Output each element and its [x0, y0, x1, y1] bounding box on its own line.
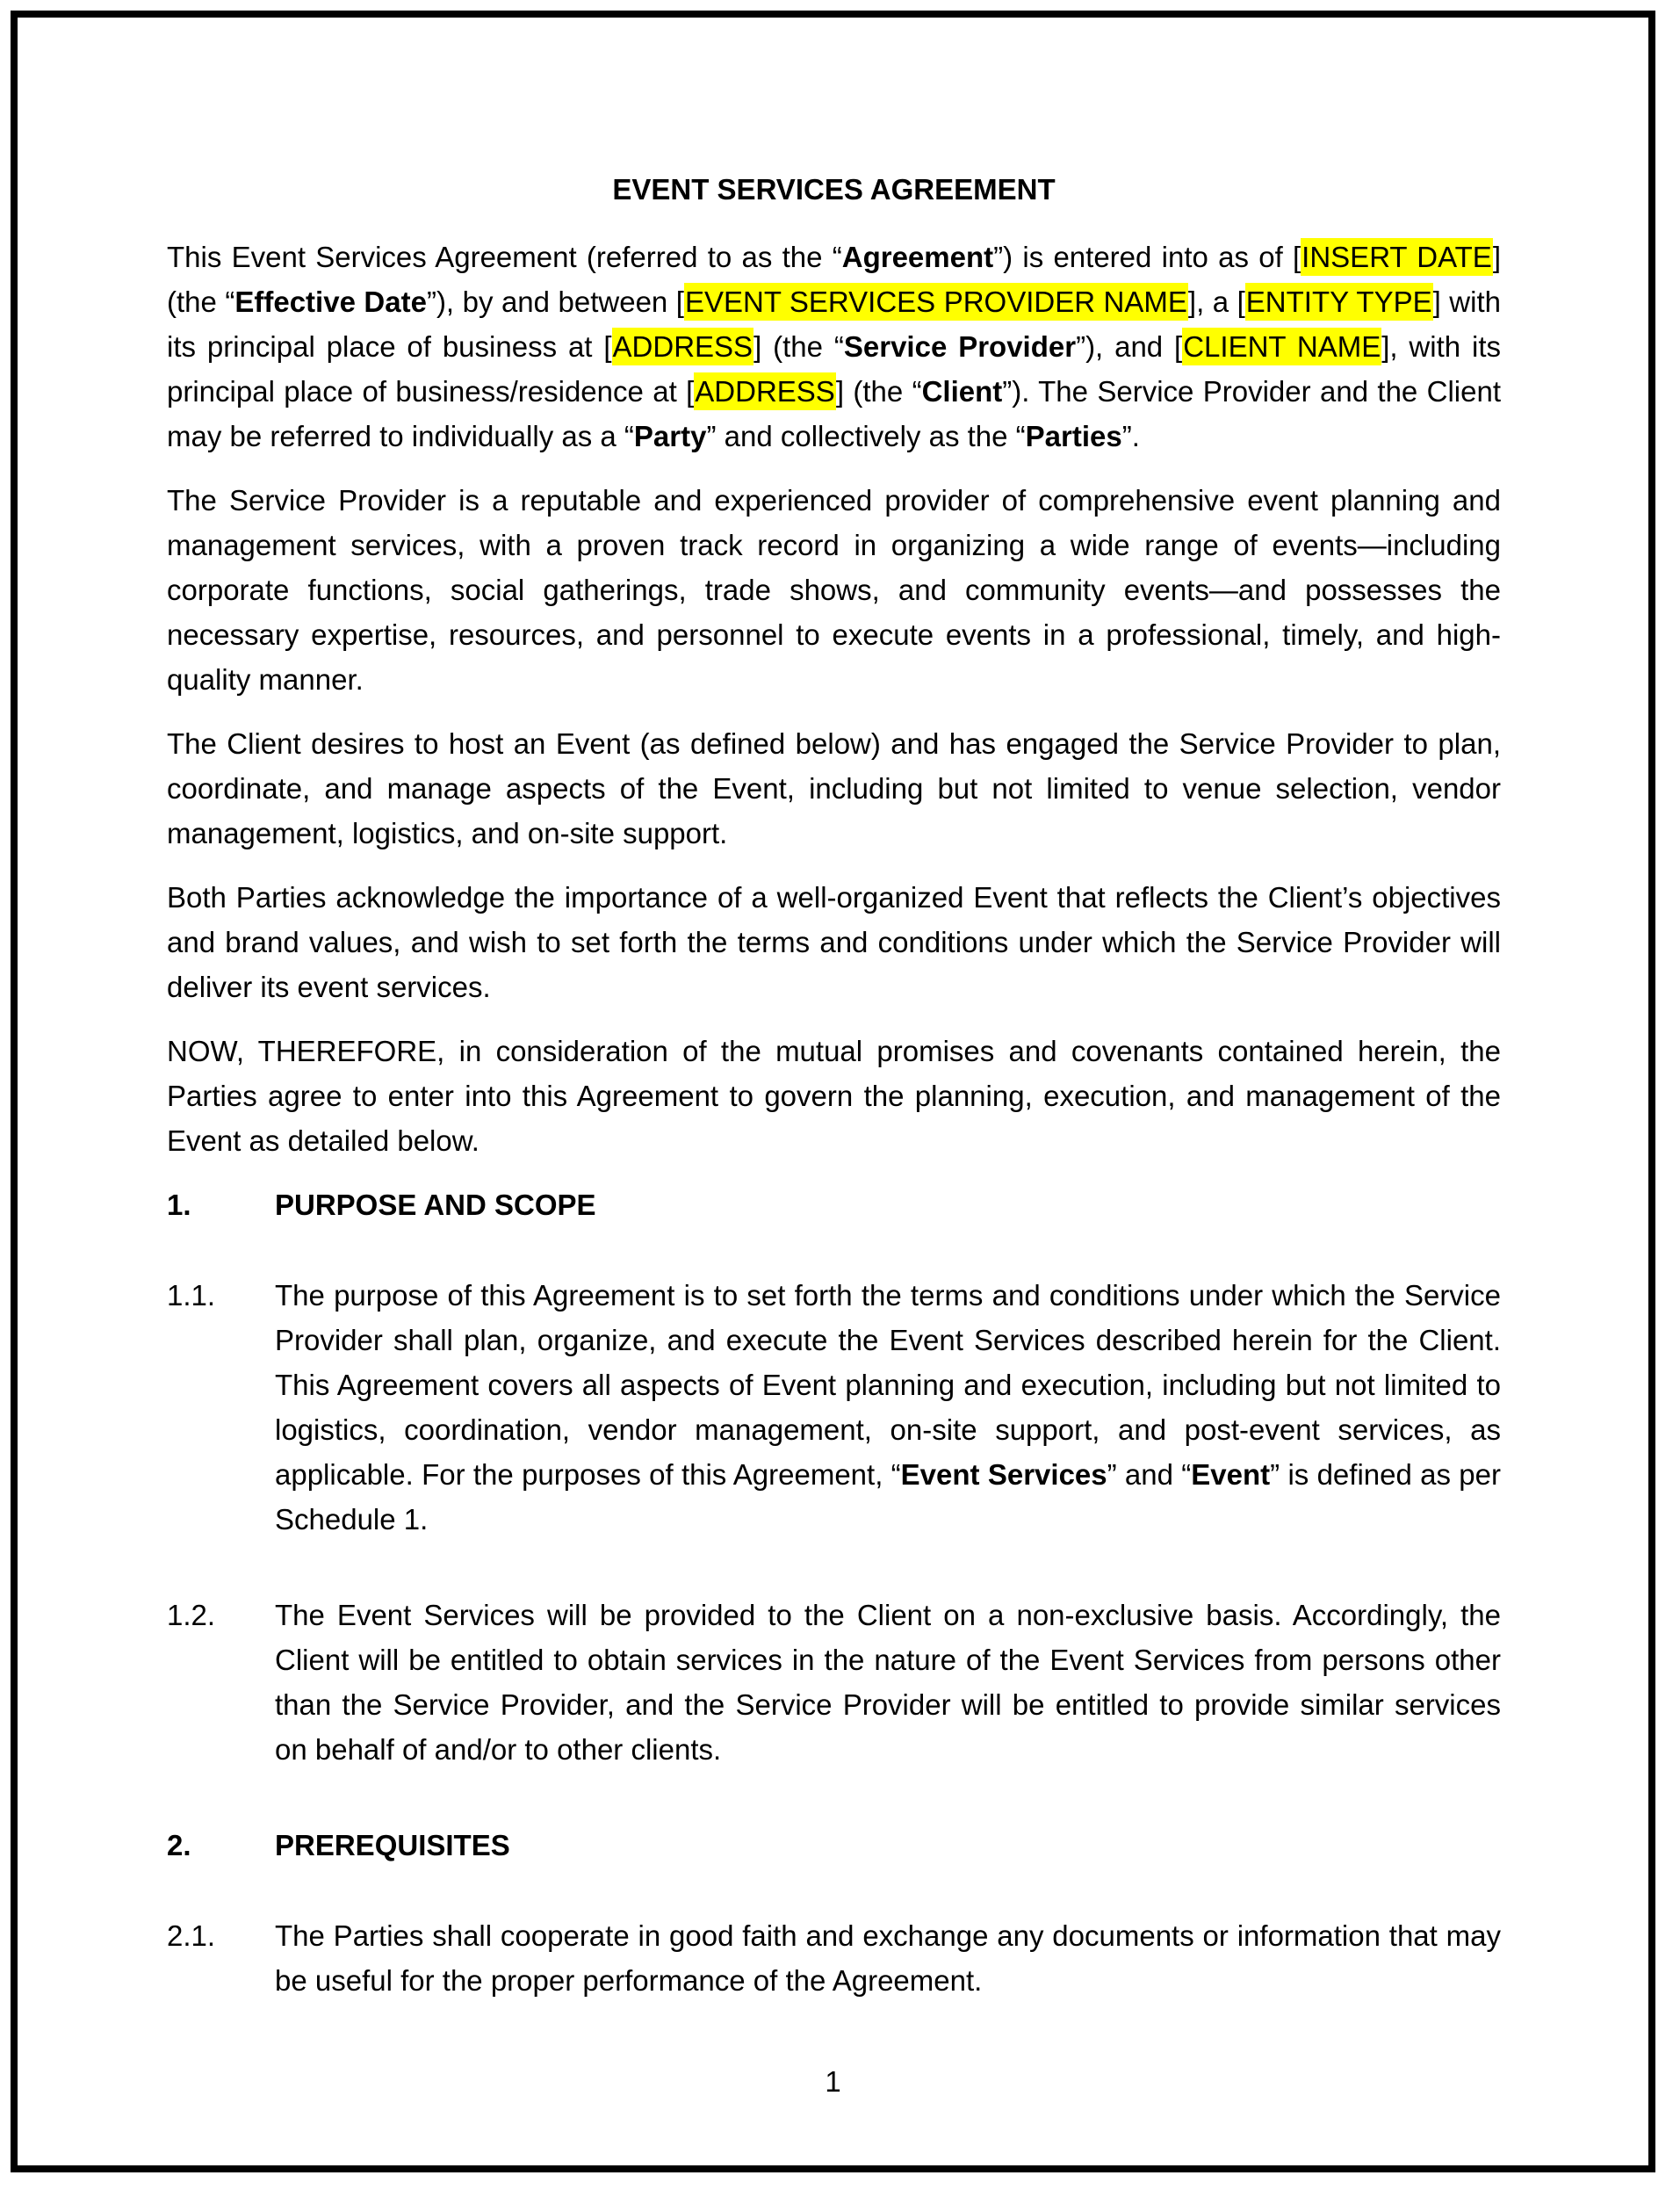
bold-text-run: Effective Date	[234, 285, 427, 318]
placeholder-highlight: ADDRESS	[612, 328, 754, 365]
text-run: ], a [	[1187, 285, 1245, 318]
text-run: ”), and [	[1076, 330, 1183, 363]
numbered-clause	[167, 1273, 1501, 1542]
clause-number: 1.1.	[167, 1279, 216, 1312]
text-run: The Service Provider is a reputable and experienced provider of comprehensive event planning and management services, with a proven track record in organizing a wide range of events—including corporate functions, social gatherings, trade shows, and community events—and possesses the necessary expertise, resources, and personnel to execute events in a professional, timely, and high-quality manner.	[167, 484, 1501, 696]
text-run: ” is defined as per Schedule 1.	[275, 1458, 1502, 1536]
bold-text-run: Client	[921, 375, 1003, 408]
text-run: The purpose of this Agreement is to set forth the terms and conditions under which the Service Provider shall plan, organize, and execute the Event Services described herein for the Client. This Agreement covers all aspects of Event planning and execution, including but not limited to logistics, coordination, vendor management, on-site support, and post-event services, as applicable. For the purposes of this Agreement, “	[275, 1279, 1501, 1491]
placeholder-highlight: EVENT SERVICES PROVIDER NAME	[684, 283, 1188, 321]
bold-text-run: Party	[633, 420, 707, 452]
bold-text-run: Agreement	[841, 241, 994, 273]
paragraph	[167, 235, 1501, 459]
paragraph	[167, 875, 1501, 1009]
paragraph	[167, 478, 1501, 702]
clause-text	[275, 1593, 1501, 1772]
text-run: ”), by and between [	[426, 285, 684, 318]
placeholder-highlight: ADDRESS	[694, 372, 836, 410]
text-run: ”) is entered into as of [	[993, 241, 1301, 273]
placeholder-highlight: INSERT DATE	[1301, 238, 1493, 276]
clause-number: 1.2.	[167, 1599, 216, 1631]
bold-text-run: Parties	[1025, 420, 1122, 452]
bold-text-run: Service Provider	[843, 330, 1077, 363]
numbered-clause	[167, 1593, 1501, 1772]
section-heading-text	[275, 1823, 1501, 1868]
clause-number: 1.	[167, 1189, 191, 1221]
bold-text-run: EVENT SERVICES AGREEMENT	[612, 173, 1056, 206]
page-number: 1	[825, 2065, 841, 2098]
bold-text-run: PREREQUISITES	[275, 1829, 510, 1861]
clause-text	[275, 1273, 1501, 1542]
bold-text-run: PURPOSE AND SCOPE	[275, 1189, 596, 1221]
text-run: The Client desires to host an Event (as defined below) and has engaged the Service Provider to plan, coordinate, and manage aspects of the Event, including but not limited to venue selection, vendor management, logistics, and on-site support.	[167, 727, 1501, 849]
paragraph	[167, 1029, 1501, 1163]
section-heading-text	[275, 1182, 1501, 1227]
clause-number: 2.	[167, 1829, 191, 1861]
numbered-clause	[167, 1913, 1501, 2003]
section-heading	[167, 1182, 1501, 1227]
placeholder-highlight: CLIENT NAME	[1182, 328, 1381, 365]
placeholder-highlight: ENTITY TYPE	[1245, 283, 1433, 321]
text-run: NOW, THEREFORE, in consideration of the mutual promises and covenants contained herein, the Parties agree to enter into this Agreement to govern the planning, execution, and management of the Event as detailed below.	[167, 1035, 1501, 1157]
text-run: ” and collectively as the “	[706, 420, 1026, 452]
section-heading	[167, 1823, 1501, 1868]
clause-number: 2.1.	[167, 1919, 216, 1952]
bold-text-run: Event Services	[900, 1458, 1107, 1491]
text-run: ] (the “	[753, 330, 844, 363]
document-title	[167, 167, 1501, 212]
text-run: Both Parties acknowledge the importance of a well-organized Event that reflects the Client’s objectives and brand values, and wish to set forth the terms and conditions under which the Service Provider will deliver its event services.	[167, 881, 1501, 1003]
text-run: ], with its principal place of business/residence at [	[167, 330, 1501, 408]
text-run: This Event Services Agreement (referred to as the “	[167, 241, 842, 273]
text-run: ] (the “	[835, 375, 922, 408]
text-run: ” and “	[1107, 1458, 1192, 1491]
bold-text-run: Event	[1191, 1458, 1271, 1491]
page-border-frame	[11, 11, 1655, 2172]
text-run: ] with its principal place of business at [	[167, 285, 1501, 363]
document-body	[167, 167, 1501, 2054]
text-run: ”). The Service Provider and the Client may be referred to individually as a “	[167, 375, 1501, 452]
text-run: The Parties shall cooperate in good faith and exchange any documents or information that may be useful for the proper performance of the Agreement.	[275, 1919, 1501, 1997]
paragraph	[167, 721, 1501, 856]
clause-text	[275, 1913, 1501, 2003]
text-run: The Event Services will be provided to the Client on a non-exclusive basis. Accordingly, the Client will be entitled to obtain services in the nature of the Event Services from persons other than the Service Provider, and the Service Provider will be entitled to provide similar services on behalf of and/or to other clients.	[275, 1599, 1501, 1766]
text-run: ] (the “	[167, 241, 1501, 318]
text-run: ”.	[1121, 420, 1140, 452]
